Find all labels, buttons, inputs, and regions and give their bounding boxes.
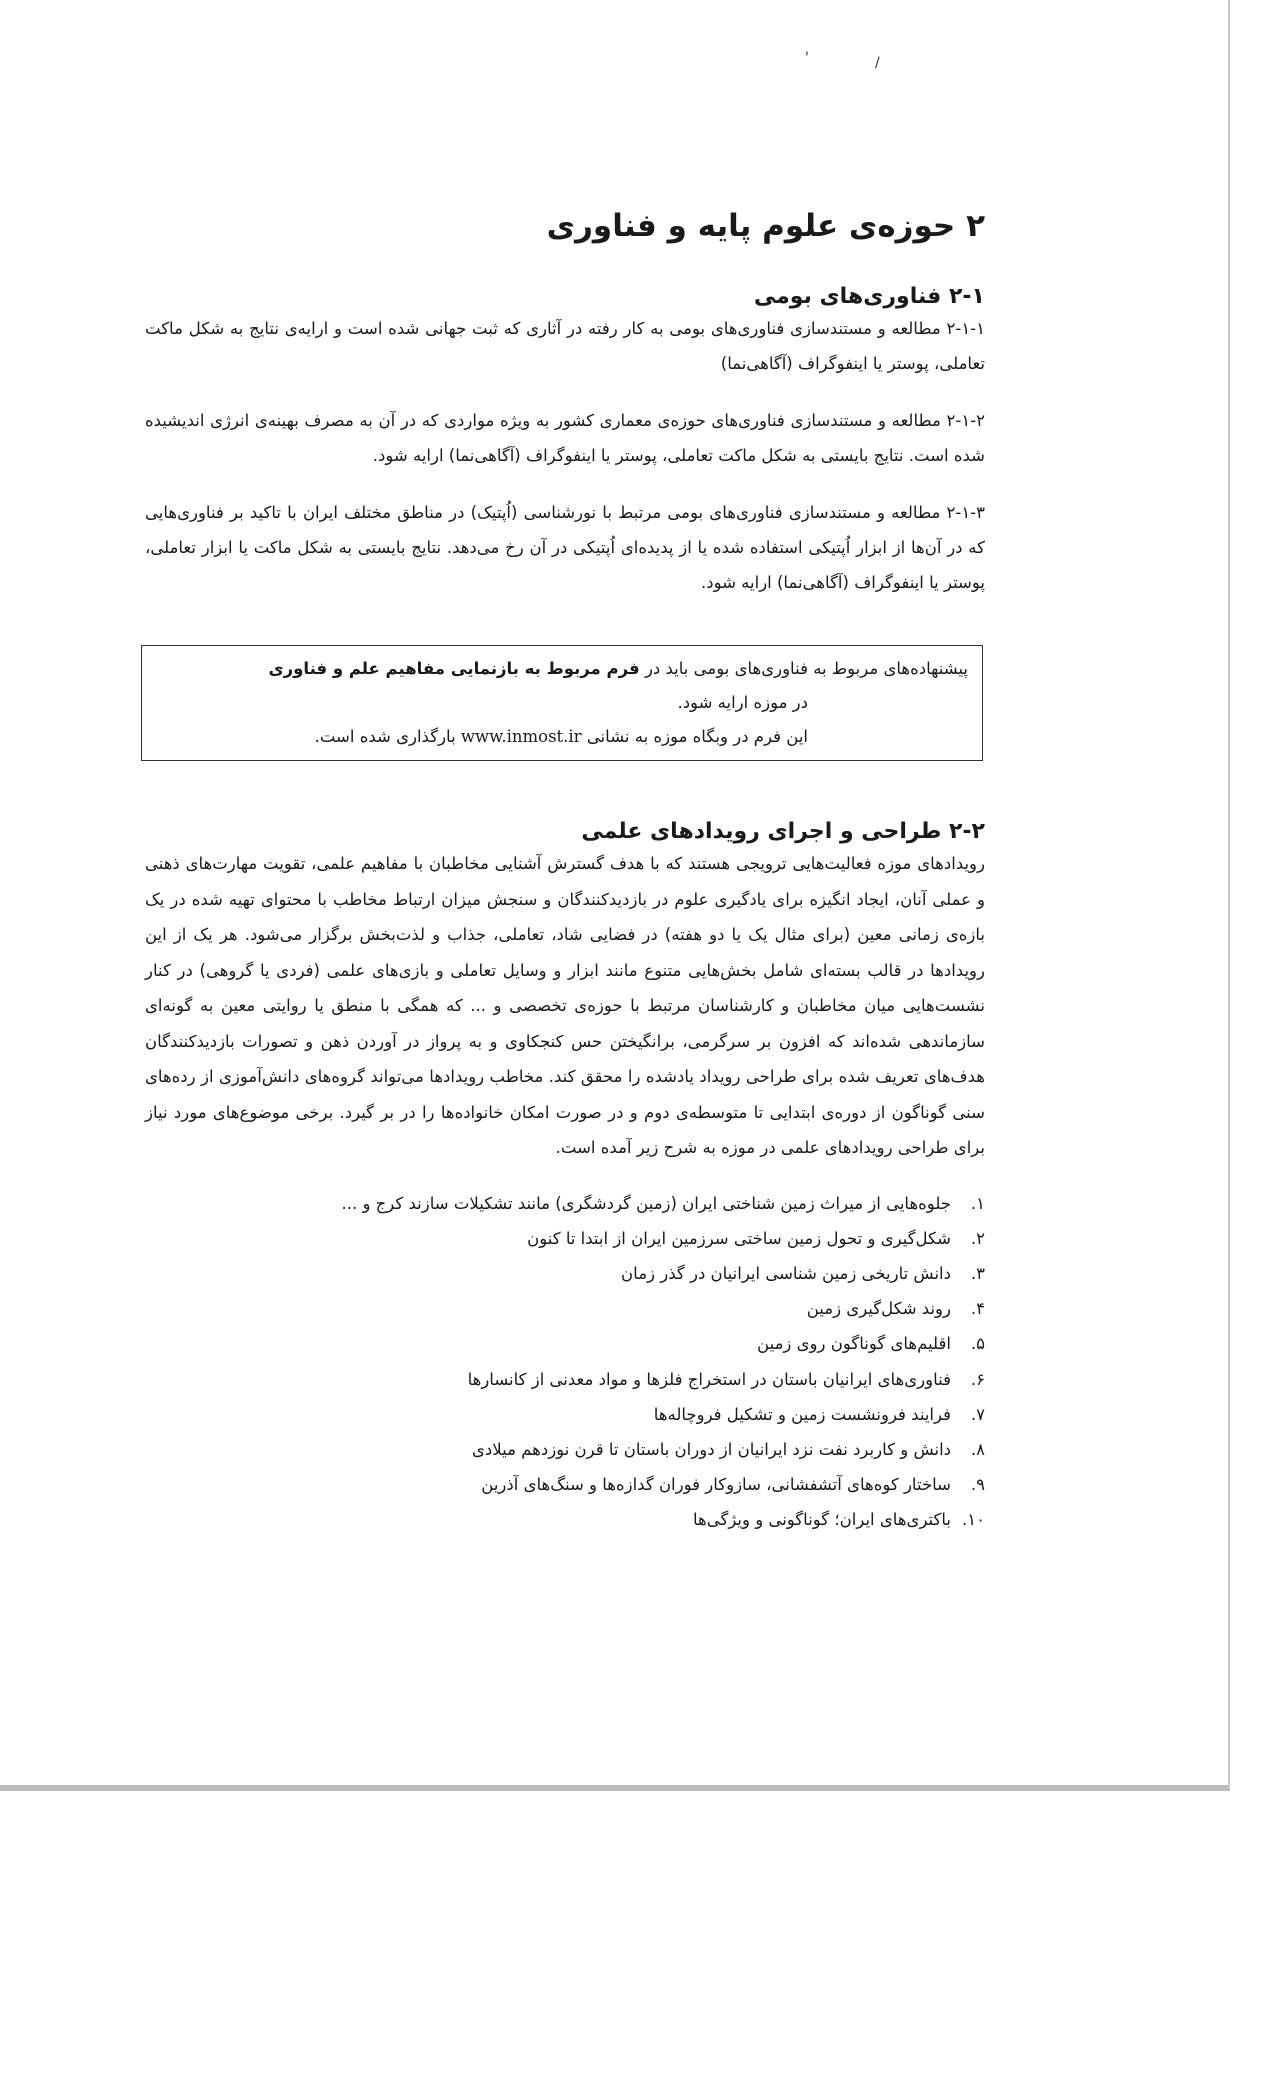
list-item: ۵. اقلیم‌های گوناگون روی زمین [757, 1334, 985, 1354]
topic-list [145, 1186, 985, 1538]
scanned-page: ' / ۲ حوزه‌ی علوم پایه و فناوری ۲-۱ فناوری‌های بومی ۲-۱-۱ مطالعه و مستندسازی فناوری‌های بومی به کار رفته در آثاری که ثبت جهانی شده است و ارایه‌ی نتایج به شکل ماکت تعاملی، پوستر یا اینفوگراف (آگاهی‌نما) ۲-۱-۲ مطالعه و مستندسازی فناوری‌های حوزه‌ی معماری کشور به ویژه مواردی که در آن به مصرف بهینه‌ی انرژی اندیشیده شده است. نتایج بایستی به شکل ماکت تعاملی، پوستر یا اینفوگراف (آگاهی‌نما) ارایه شود. ۲-۱-۳ مطالعه و مستندسازی فناوری‌های بومی مرتبط با نورشناسی (اُپتیک) در مناطق مختلف ایران با تاکید بر فناوری‌هایی که در آن‌ها از ابزار اُپتیکی استفاده شده یا از پدیده‌ای اُپتیکی در آن رخ می‌دهد. نتایج بایستی به شکل ماکت یا ابزار تعاملی، پوستر یا اینفوگراف (آگاهی‌نما) ارایه شود. پیشنهاده‌های مربوط به فناوری‌های بومی باید در فرم مربوط به بازنمایی مفاهیم علم و فناوری در موزه ارایه شود. این فرم در وبگاه موزه به نشانی www.inmost.ir بارگذاری شده است. ۲-۲ طراحی و اجرای رویدادهای علمی رویدادهای موزه فعالیت‌هایی ترویجی هستند که با هدف گسترش آشنایی مخاطبان با مفاهیم علمی، تقویت مهارت‌های ذهنی و عملی آنان، ایجاد انگیزه برای یادگیری علوم در بازدیدکنندگان و سنجش میزان ارتباط مخاطب با محتوای تهیه شده در یک بازه‌ی زمانی معین (برای مثال یک یا دو هفته) در فضایی شاد، تعاملی، جذاب و لذت‌بخش برگزار می‌شود. هر یک از این رویدادها در قالب بسته‌ای شامل بخش‌هایی متنوع مانند ابزار و وسایل تعاملی و بازی‌های علمی (فردی یا گروهی) در کنار نشست‌هایی میان مخاطبان و کارشناسان مرتبط با حوزه‌ی تخصصی و ... که همگی با منطق یا روایتی معین به گونه‌ای سازماندهی شده‌اند که افزون بر سرگرمی، برانگیختن حس کنجکاوی و به پرواز در آوردن ذهن و تصورات بازدیدکنندگان هدف‌های تعریف شده برای طراحی رویداد یادشده را محقق کند. مخاطب رویدادها می‌تواند گروه‌های دانش‌آموزی از رده‌های سنی گوناگون از دوره‌ی ابتدایی تا متوسطه‌ی دوم و در صورت امکان خانواده‌ها را در بر گیرد. برخی موضوع‌های مورد نیاز برای طراحی رویدادهای علمی در موزه به شرح زیر آمده است. ۱. جلوه‌هایی از میراث زمین شناختی ایران (زمین گردشگری) مانند تشکیلات سازند کرج و ... ۲. شکل‌گیری و تحول زمین ساختی سرزمین ایران از ابتدا تا کنون ۳. دانش تاریخی زمین شناسی ایرانیان در گذر زمان ۴. روند شکل‌گیری زمین ۵. اقلیم‌های گوناگون روی زمین ۶. فناوری‌های ایرانیان باستان در استخراج فلزها و مواد معدنی از کانسارها ۷. فرایند فرونشست زمین و تشکیل فروچاله‌ها ۸. دانش و کاربرد نفت نزد ایرانیان از دوران باستان تا قرن نوزدهم میلادی ۹. ساختار کوه‌های آتشفشانی، سازوکار فوران گدازه‌ها و سنگ‌های آذرین ۱۰. باکتری‌های ایران؛ گوناگونی و ویژگی‌ها [0, 0, 1230, 1791]
document-body [145, 190, 985, 1538]
section-heading: ۲-۱ فناوری‌های بومی [753, 284, 985, 309]
website-link[interactable]: www.inmost.ir [460, 727, 582, 746]
page-title: ۲ حوزه‌ی علوم پایه و فناوری [546, 208, 985, 244]
list-item: ۸. دانش و کاربرد نفت نزد ایرانیان از دوران باستان تا قرن نوزدهم میلادی [472, 1439, 985, 1459]
notice-form-name: فرم مربوط به بازنمایی مفاهیم علم و فناوری [268, 659, 640, 678]
item-2-1-2: ۲-۱-۲ مطالعه و مستندسازی فناوری‌های حوزه‌ی معماری کشور به ویژه مواردی که در آن به مصرف بهینه‌ی انرژی اندیشیده شده است. نتایج بایستی به شکل ماکت تعاملی، پوستر یا اینفوگراف (آگاهی‌نما) ارایه شود. [145, 411, 985, 465]
list-item: ۲. شکل‌گیری و تحول زمین ساختی سرزمین ایران از ابتدا تا کنون [527, 1228, 985, 1248]
notice-line-3: این فرم در وبگاه موزه به نشانی www.inmost.ir بارگذاری شده است. [314, 727, 808, 746]
section-science-events [145, 819, 985, 1538]
section-native-technologies [145, 284, 985, 600]
item-2-1-1: ۲-۱-۱ مطالعه و مستندسازی فناوری‌های بومی به کار رفته در آثاری که ثبت جهانی شده است و ارایه‌ی نتایج به شکل ماکت تعاملی، پوستر یا اینفوگراف (آگاهی‌نما) [145, 319, 985, 373]
section-body: رویدادهای موزه فعالیت‌هایی ترویجی هستند که با هدف گسترش آشنایی مخاطبان با مفاهیم علمی، تقویت مهارت‌های ذهنی و عملی آنان، ایجاد انگیزه برای یادگیری علوم در بازدیدکنندگان و سنجش میزان ارتباط مخاطب با محتوای تهیه شده در یک بازه‌ی زمانی معین (برای مثال یک یا دو هفته) در فضایی شاد، تعاملی، جذاب و لذت‌بخش برگزار می‌شود. هر یک از این رویدادها در قالب بسته‌ای شامل بخش‌هایی متنوع مانند ابزار و وسایل تعاملی و بازی‌های علمی (فردی یا گروهی) در کنار نشست‌هایی میان مخاطبان و کارشناسان مرتبط با حوزه‌ی تخصصی و ... که همگی با منطق یا روایتی معین به گونه‌ای سازماندهی شده‌اند که افزون بر سرگرمی، برانگیختن حس کنجکاوی و به پرواز در آوردن ذهن و تصورات بازدیدکنندگان هدف‌های تعریف شده برای طراحی رویداد یادشده را محقق کند. مخاطب رویدادها می‌تواند گروه‌های دانش‌آموزی از رده‌های سنی گوناگون از دوره‌ی ابتدایی تا متوسطه‌ی دوم و در صورت امکان خانواده‌ها را در بر گیرد. برخی موضوع‌های مورد نیاز برای طراحی رویدادهای علمی در موزه به شرح زیر آمده است. [145, 854, 985, 1157]
list-item: ۱۰. باکتری‌های ایران؛ گوناگونی و ویژگی‌ها [692, 1510, 985, 1530]
list-item: ۳. دانش تاریخی زمین شناسی ایرانیان در گذر زمان [621, 1263, 985, 1283]
list-item: ۷. فرایند فرونشست زمین و تشکیل فروچاله‌ها [653, 1404, 985, 1424]
notice-line-1: پیشنهاده‌های مربوط به فناوری‌های بومی باید در فرم مربوط به بازنمایی مفاهیم علم و فناوری [268, 659, 968, 678]
notice-box [141, 645, 983, 761]
section-heading: ۲-۲ طراحی و اجرای رویدادهای علمی [581, 819, 985, 844]
notice-line-2: در موزه ارایه شود. [677, 693, 808, 712]
list-item: ۹. ساختار کوه‌های آتشفشانی، سازوکار فوران گدازه‌ها و سنگ‌های آذرین [481, 1475, 985, 1495]
list-item: ۶. فناوری‌های ایرانیان باستان در استخراج فلزها و مواد معدنی از کانسارها [467, 1369, 985, 1389]
list-item: ۴. روند شکل‌گیری زمین [806, 1299, 985, 1319]
item-2-1-3: ۲-۱-۳ مطالعه و مستندسازی فناوری‌های بومی مرتبط با نورشناسی (اُپتیک) در مناطق مختلف ایران با تاکید بر فناوری‌هایی که در آن‌ها از ابزار اُپتیکی استفاده شده یا از پدیده‌ای اُپتیکی در آن رخ می‌دهد. نتایج بایستی به شکل ماکت یا ابزار تعاملی، پوستر یا اینفوگراف (آگاهی‌نما) ارایه شود. [145, 503, 985, 592]
list-item: ۱. جلوه‌هایی از میراث زمین شناختی ایران (زمین گردشگری) مانند تشکیلات سازند کرج و ... [341, 1193, 985, 1213]
